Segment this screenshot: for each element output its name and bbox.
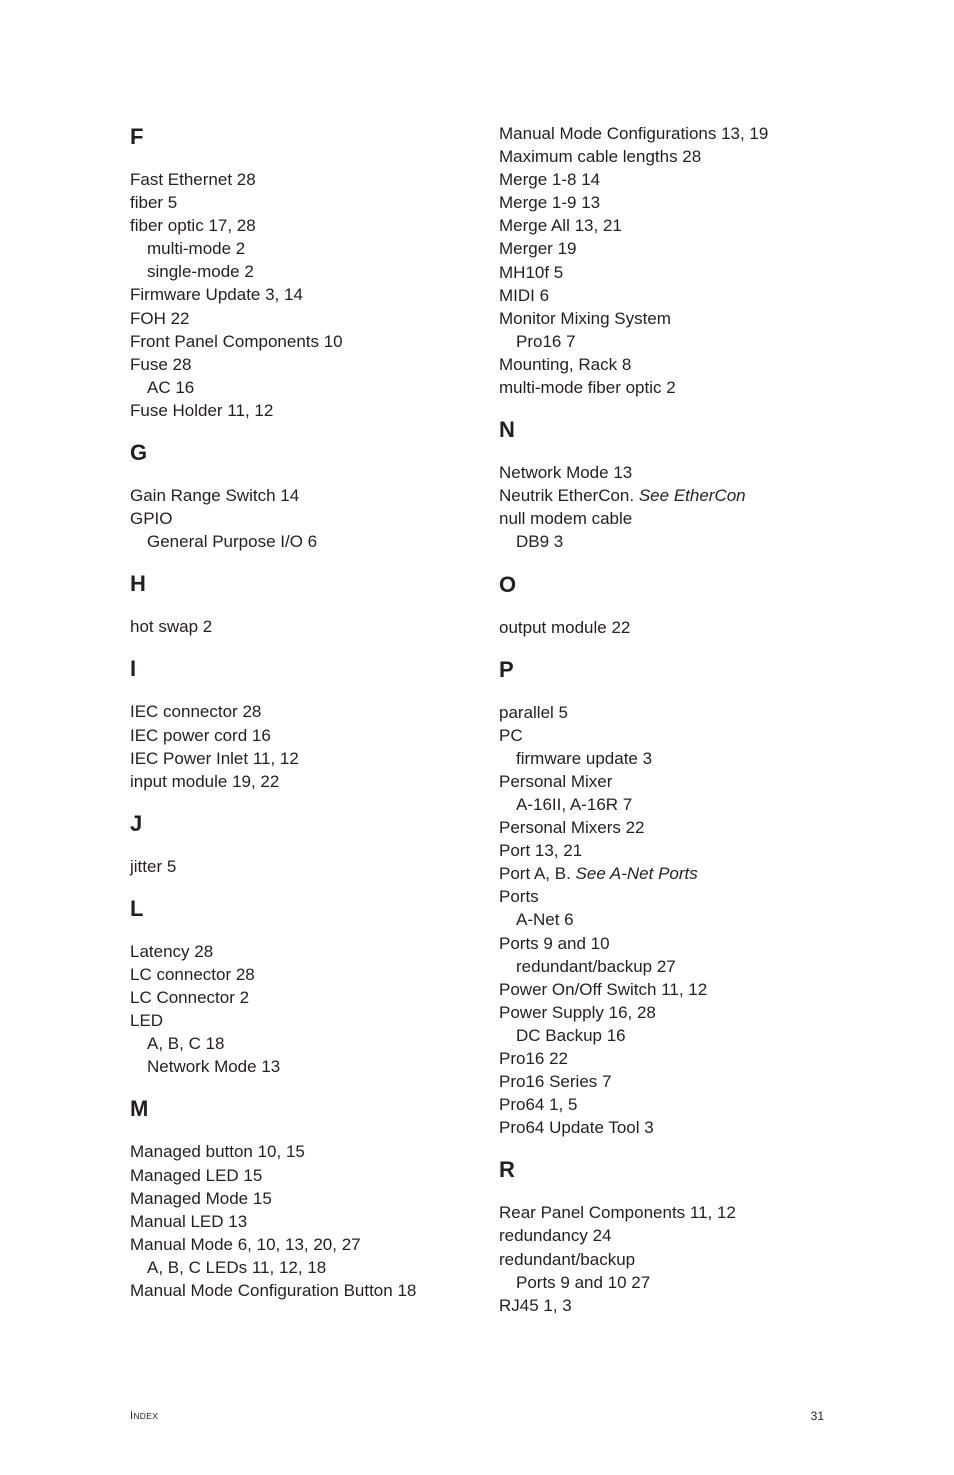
entry-text: Managed Mode 15	[130, 1188, 272, 1208]
entry-text: Firmware Update 3, 14	[130, 285, 303, 305]
index-entry	[499, 507, 839, 530]
entry-text: RJ45 1, 3	[499, 1295, 572, 1315]
index-entry	[499, 261, 839, 284]
section-gap	[130, 553, 470, 569]
entry-text: Pro64 Update Tool 3	[499, 1118, 654, 1138]
index-entry	[130, 1009, 470, 1032]
index-entry	[130, 353, 470, 376]
index-entry	[499, 1248, 839, 1271]
index-subentry	[499, 330, 839, 353]
entry-text: A, B, C LEDs 11, 12, 18	[147, 1257, 327, 1277]
entry-text: PC	[499, 725, 523, 745]
index-entry	[499, 1201, 839, 1224]
index-entry	[499, 484, 839, 507]
entry-text: GPIO	[130, 509, 173, 529]
entry-text: Merge 1-9 13	[499, 193, 601, 213]
section-letter: R	[499, 1157, 515, 1183]
index-entry	[130, 168, 470, 191]
index-entry	[499, 701, 839, 724]
index-entry	[130, 1140, 470, 1163]
entry-text: General Purpose I/O 6	[147, 532, 318, 552]
section-letter: M	[130, 1096, 149, 1122]
index-entry	[499, 1116, 839, 1139]
section-gap	[499, 554, 839, 570]
section-letter: O	[499, 571, 517, 597]
index-subentry	[499, 1024, 839, 1047]
index-entry	[130, 963, 470, 986]
index-section	[130, 569, 470, 638]
index-entry	[499, 307, 839, 330]
entry-text: multi-mode 2	[147, 239, 246, 259]
index-entry	[499, 1047, 839, 1070]
entry-text: output module 22	[499, 617, 631, 637]
entry-text: redundancy 24	[499, 1226, 612, 1246]
index-section	[499, 122, 839, 399]
index-subentry	[130, 1032, 470, 1055]
index-section	[499, 1155, 839, 1316]
index-entry	[499, 353, 839, 376]
section-gap	[130, 422, 470, 438]
entry-text: jitter 5	[130, 856, 177, 876]
entry-text: redundant/backup 27	[516, 956, 676, 976]
index-subentry	[499, 955, 839, 978]
entry-text: Network Mode 13	[147, 1057, 281, 1077]
index-entry	[499, 839, 839, 862]
index-entry	[499, 724, 839, 747]
entry-text: hot swap 2	[130, 617, 213, 637]
index-entry	[130, 1233, 470, 1256]
page-number: 31	[810, 1409, 824, 1423]
entry-text: fiber optic 17, 28	[130, 216, 256, 236]
index-entry	[499, 885, 839, 908]
entry-text: Neutrik EtherCon.	[499, 486, 639, 506]
index-entry	[499, 1294, 839, 1317]
index-entry	[130, 399, 470, 422]
index-column-right	[499, 122, 839, 1317]
index-entry	[130, 724, 470, 747]
entry-text: Maximum cable lengths 28	[499, 147, 702, 167]
entry-text: Power On/Off Switch 11, 12	[499, 979, 708, 999]
entry-text: Fast Ethernet 28	[130, 170, 256, 189]
index-entry	[130, 986, 470, 1009]
section-letter: G	[130, 440, 148, 466]
index-subentry	[499, 793, 839, 816]
section-gap	[130, 1078, 470, 1094]
entry-text: Port A, B.	[499, 864, 576, 884]
index-entry	[130, 214, 470, 237]
section-gap	[499, 639, 839, 655]
index-section	[130, 438, 470, 553]
entry-text: MIDI 6	[499, 285, 550, 305]
entry-text: null modem cable	[499, 509, 633, 529]
index-section	[130, 1094, 470, 1302]
footer-section-rest: NDEX	[133, 1411, 159, 1421]
entry-text: Ports 9 and 10	[499, 933, 610, 953]
entry-text: Merge All 13, 21	[499, 216, 622, 236]
index-subentry	[130, 237, 470, 260]
index-subentry	[499, 747, 839, 770]
index-entry	[130, 307, 470, 330]
index-subentry	[130, 1256, 470, 1279]
entry-text: DB9 3	[516, 532, 564, 552]
entry-text: fiber 5	[130, 193, 178, 213]
entry-text: firmware update 3	[516, 748, 653, 768]
entry-text: Pro16 22	[499, 1049, 568, 1068]
entry-text: parallel 5	[499, 702, 568, 722]
entry-text: Network Mode 13	[499, 463, 633, 483]
index-section	[130, 122, 470, 422]
entry-text: Merge 1-8 14	[499, 170, 601, 190]
index-entry	[499, 122, 839, 145]
section-gap	[130, 878, 470, 894]
section-letter: P	[499, 656, 514, 682]
index-subentry	[499, 1271, 839, 1294]
section-letter: J	[130, 810, 143, 836]
entry-text: Fuse 28	[130, 354, 192, 374]
entry-text: Front Panel Components 10	[130, 331, 343, 351]
running-footer-section	[130, 1410, 158, 1422]
entry-text: IEC Power Inlet 11, 12	[130, 748, 299, 768]
index-subentry	[499, 530, 839, 553]
index-entry	[499, 932, 839, 955]
index-section	[499, 570, 839, 639]
section-letter: H	[130, 571, 146, 597]
index-subentry	[499, 908, 839, 931]
entry-text: Manual Mode Configurations 13, 19	[499, 124, 769, 143]
index-subentry	[130, 1055, 470, 1078]
entry-text: Manual LED 13	[130, 1211, 248, 1231]
entry-text: A-16II, A-16R 7	[516, 794, 633, 814]
entry-text: Rear Panel Components 11, 12	[499, 1203, 736, 1223]
index-entry	[130, 507, 470, 530]
index-entry	[130, 940, 470, 963]
entry-text: multi-mode fiber optic 2	[499, 378, 676, 398]
index-entry	[499, 284, 839, 307]
entry-text: Ports 9 and 10 27	[516, 1272, 651, 1292]
index-entry	[499, 770, 839, 793]
see-reference: See EtherCon	[638, 486, 746, 506]
entry-text: redundant/backup	[499, 1249, 636, 1269]
entry-text: Managed LED 15	[130, 1165, 263, 1185]
section-letter: N	[499, 417, 515, 443]
index-entry	[130, 1279, 470, 1302]
index-section	[499, 655, 839, 1140]
entry-text: Personal Mixers 22	[499, 818, 645, 838]
entry-text: Manual Mode Configuration Button 18	[130, 1281, 417, 1300]
index-entry	[499, 862, 839, 885]
entry-text: Latency 28	[130, 941, 214, 961]
entry-text: MH10f 5	[499, 262, 564, 282]
entry-text: Monitor Mixing System	[499, 308, 671, 328]
entry-text: Port 13, 21	[499, 841, 583, 861]
entry-text: LC Connector 2	[130, 988, 250, 1008]
entry-text: Ports	[499, 887, 539, 907]
entry-text: Fuse Holder 11, 12	[130, 400, 274, 420]
entry-text: FOH 22	[130, 308, 190, 328]
entry-text: A-Net 6	[516, 910, 574, 930]
section-gap	[499, 1139, 839, 1155]
section-letter: I	[130, 656, 137, 682]
section-gap	[130, 793, 470, 809]
index-entry	[499, 461, 839, 484]
entry-text: single-mode 2	[147, 262, 254, 282]
index-entry	[130, 615, 470, 638]
entry-text: Merger 19	[499, 239, 577, 259]
section-gap	[130, 638, 470, 654]
entry-text: Pro16 7	[516, 331, 576, 351]
index-entry	[130, 191, 470, 214]
index-subentry	[130, 376, 470, 399]
index-entry	[130, 330, 470, 353]
index-entry	[130, 700, 470, 723]
entry-text: DC Backup 16	[516, 1025, 626, 1045]
entry-text: Power Supply 16, 28	[499, 1002, 656, 1022]
index-subentry	[130, 260, 470, 283]
index-entry	[130, 855, 470, 878]
index-entry	[499, 214, 839, 237]
entry-text: AC 16	[147, 377, 195, 397]
index-column-left	[130, 122, 470, 1302]
index-entry	[130, 484, 470, 507]
index-section	[130, 894, 470, 1079]
entry-text: Pro16 Series 7	[499, 1072, 612, 1092]
entry-text: Personal Mixer	[499, 771, 613, 791]
index-entry	[130, 1210, 470, 1233]
entry-text: Pro64 1, 5	[499, 1095, 578, 1115]
index-entry	[499, 191, 839, 214]
index-entry	[499, 237, 839, 260]
index-entry	[499, 978, 839, 1001]
index-section	[130, 654, 470, 792]
entry-text: Gain Range Switch 14	[130, 486, 300, 506]
entry-text: LC connector 28	[130, 964, 255, 984]
entry-text: Managed button 10, 15	[130, 1142, 305, 1162]
entry-text: Mounting, Rack 8	[499, 354, 632, 374]
index-section	[130, 809, 470, 878]
entry-text: IEC power cord 16	[130, 725, 271, 745]
index-entry	[499, 1224, 839, 1247]
index-entry	[130, 770, 470, 793]
entry-text: Manual Mode 6, 10, 13, 20, 27	[130, 1234, 361, 1254]
index-entry	[499, 1070, 839, 1093]
index-entry	[130, 1187, 470, 1210]
index-entry	[130, 283, 470, 306]
index-entry	[130, 1164, 470, 1187]
entry-text: input module 19, 22	[130, 771, 280, 791]
index-entry	[499, 376, 839, 399]
index-entry	[499, 168, 839, 191]
see-reference: See A-Net Ports	[575, 864, 698, 884]
index-subentry	[130, 530, 470, 553]
entry-text: A, B, C 18	[147, 1034, 225, 1054]
index-entry	[499, 816, 839, 839]
index-entry	[499, 145, 839, 168]
section-letter: L	[130, 895, 144, 921]
index-entry	[499, 1001, 839, 1024]
section-letter: F	[130, 124, 144, 149]
entry-text: LED	[130, 1011, 164, 1031]
entry-text: IEC connector 28	[130, 702, 262, 722]
index-entry	[499, 616, 839, 639]
index-entry	[499, 1093, 839, 1116]
index-section	[499, 415, 839, 553]
footer-section-initial: I	[130, 1410, 134, 1422]
section-gap	[499, 399, 839, 415]
index-entry	[130, 747, 470, 770]
